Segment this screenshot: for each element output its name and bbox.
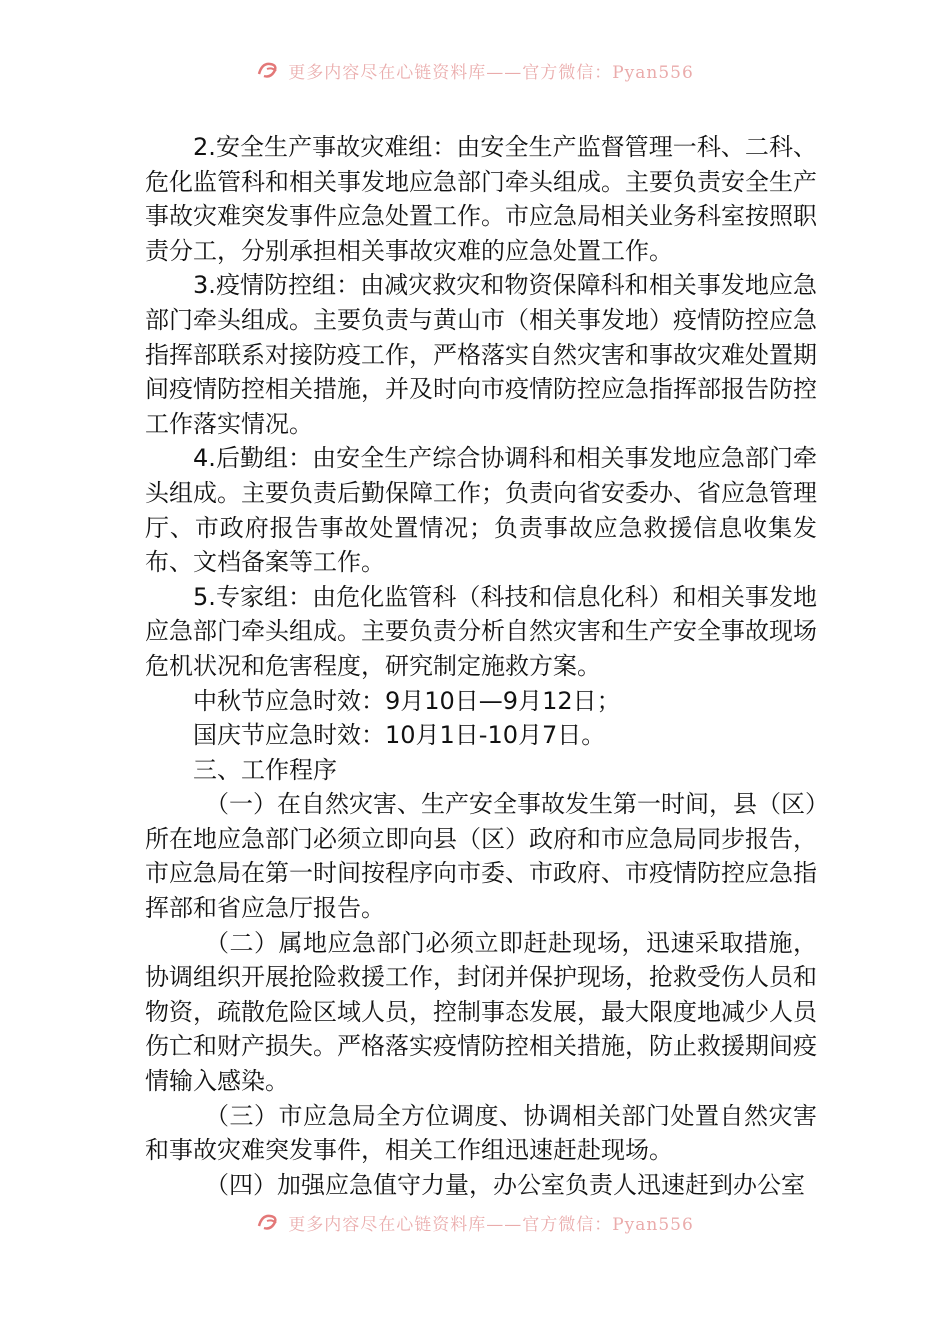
header-watermark xyxy=(0,58,950,82)
watermark-logo-icon xyxy=(256,59,282,81)
paragraph-expert-group: 5.专家组：由危化监管科（科技和信息化科）和相关事发地应急部门牵头组成。主要负责分析自然灾害和生产安全事故现场危机状况和危害程度，研究制定施救方案。 xyxy=(145,582,817,680)
paragraph-safety-accident-group: 2.安全生产事故灾难组：由安全生产监督管理一科、二科、危化监管科和相关事发地应急部门牵头组成。主要负责安全生产事故灾难突发事件应急处置工作。市应急局相关业务科室按照职责分工，分别承担相关事故灾难的应急处置工作。 xyxy=(145,133,817,265)
paragraph-mid-autumn-period: 中秋节应急时效：9月10日—9月12日； xyxy=(193,686,621,715)
paragraph-logistics-group: 4.后勤组：由安全生产综合协调科和相关事发地应急部门牵头组成。主要负责后勤保障工作；负责向省安委办、省应急管理厅、市政府报告事故处置情况；负责事故应急救援信息收集发布、文档备案等工作。 xyxy=(145,444,817,577)
paragraph-national-day-period: 国庆节应急时效：10月1日-10月7日。 xyxy=(193,721,606,750)
paragraph-epidemic-control-group: 3.疫情防控组：由减灾救灾和物资保障科和相关事发地应急部门牵头组成。主要负责与黄山市（相关事发地）疫情防控应急指挥部联系对接防疫工作，严格落实自然灾害和事故灾难处置期间疫情防控相关措施，并及时向市疫情防控应急指挥部报告防控工作落实情况。 xyxy=(145,271,817,438)
paragraph-procedure-1: （一）在自然灾害、生产安全事故发生第一时间，县（区）所在地应急部门必须立即向县（区）政府和市应急局同步报告，市应急局在第一时间按程序向市委、市政府、市疫情防控应急指挥部和省应急厅报告。 xyxy=(145,790,817,923)
paragraph-procedure-4: （四）加强应急值守力量，办公室负责人迅速赶到办公室 xyxy=(205,1170,805,1199)
paragraph-procedure-3: （三）市应急局全方位调度、协调相关部门处置自然灾害和事故灾难突发事件，相关工作组迅速赶赴现场。 xyxy=(145,1101,817,1165)
document-body xyxy=(145,130,817,1202)
paragraph-procedure-2: （二）属地应急部门必须立即赶赴现场，迅速采取措施，协调组织开展抢险救援工作，封闭并保护现场，抢救受伤人员和物资，疏散危险区域人员，控制事态发展，最大限度地减少人员伤亡和财产损失。严格落实疫情防控相关措施，防止救援期间疫情输入感染。 xyxy=(145,928,817,1096)
watermark-text: 更多内容尽在心链资料库——官方微信：Pyan556 xyxy=(288,1214,694,1235)
section-heading-work-procedure: 三、工作程序 xyxy=(193,755,337,784)
watermark-logo-icon xyxy=(256,1211,282,1233)
footer-watermark xyxy=(0,1210,950,1234)
watermark-text: 更多内容尽在心链资料库——官方微信：Pyan556 xyxy=(288,62,694,83)
